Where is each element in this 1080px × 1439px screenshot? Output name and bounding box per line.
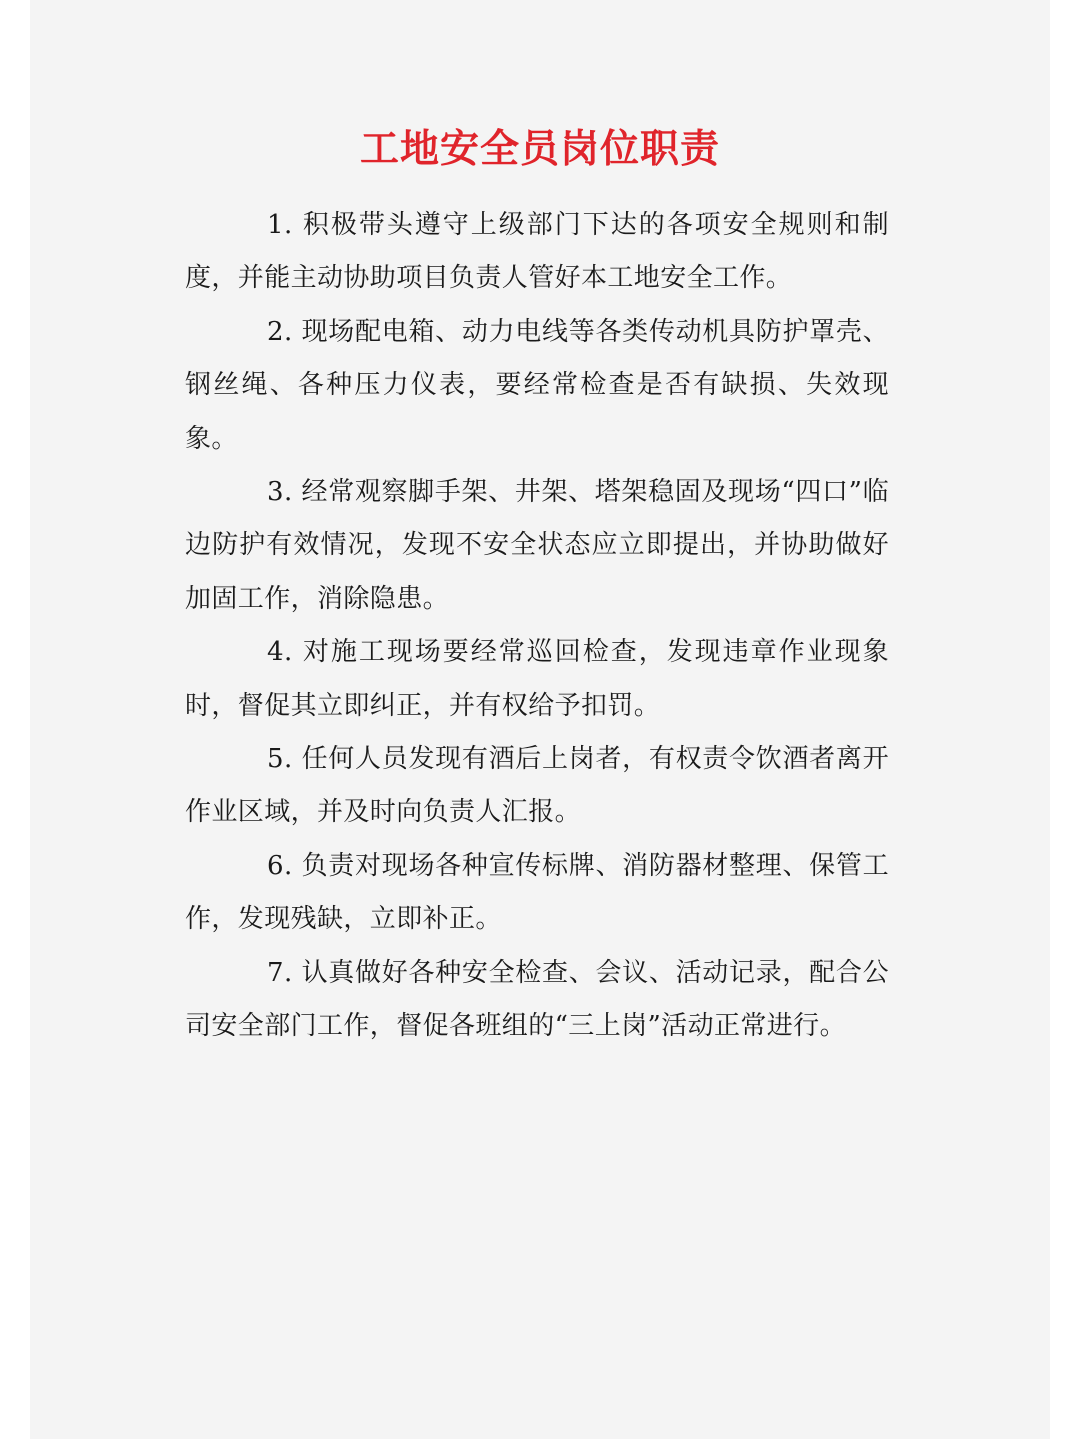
document-title: 工地安全员岗位职责 — [359, 127, 720, 172]
duty-item-4: 4. 对施工现场要经常巡回检查，发现违章作业现象时，督促其立即纠正，并有权给予扣罚。 — [185, 637, 889, 721]
duty-item-2: 2. 现场配电箱、动力电线等各类传动机具防护罩壳、钢丝绳、各种压力仪表，要经常检查是否有缺损、失效现象。 — [185, 316, 889, 454]
duty-item-6: 6. 负责对现场各种宣传标牌、消防器材整理、保管工作，发现残缺，立即补正。 — [185, 850, 889, 935]
duty-item-7: 7. 认真做好各种安全检查、会议、活动记录，配合公司安全部门工作，督促各班组的“三上岗”活动正常进行。 — [185, 957, 889, 1042]
duty-item-5: 5. 任何人员发现有酒后上岗者，有权责令饮酒者离开作业区域，并及时向负责人汇报。 — [185, 744, 889, 828]
duty-item-3: 3. 经常观察脚手架、井架、塔架稳固及现场“四口”临边防护有效情况，发现不安全状态应立即提出，并协助做好加固工作，消除隐患。 — [185, 477, 889, 614]
duties-list — [185, 199, 889, 1054]
duty-item-1: 1. 积极带头遵守上级部门下达的各项安全规则和制度，并能主动协助项目负责人管好本工地安全工作。 — [185, 210, 889, 294]
